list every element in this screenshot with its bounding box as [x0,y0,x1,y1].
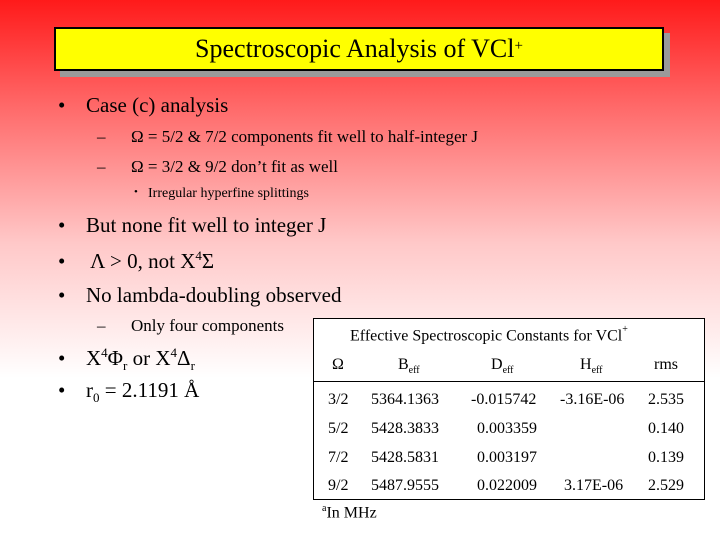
table-title-superscript: + [622,324,628,335]
bullet-text: Case (c) analysis [86,93,229,117]
cell-omega: 5/2 [328,420,349,437]
cell-rms: 0.140 [648,420,684,437]
cell-b-eff: 5487.9555 [371,477,439,494]
cell-d-eff: -0.015742 [471,391,537,408]
cell-b-eff: 5364.1363 [371,391,439,408]
or-text: or X [127,346,171,370]
cell-h-eff: 3.17E-06 [564,477,624,494]
bullet-marker: • [58,93,66,117]
header-rms: rms [654,356,678,373]
header-h-eff: $H_{eff}$ [580,356,603,377]
table-header-rule [314,381,704,382]
dash-marker: – [97,157,106,176]
cell-b-eff: 5428.5831 [371,449,439,466]
sigma-text: Σ [201,249,215,273]
bullet-text: No lambda-doubling observed [86,283,342,307]
subsubbullet-hyperfine [134,186,309,202]
bullet-text: Λ > 0, not X [86,249,196,273]
superscript: 4 [170,345,178,360]
header-d-eff: $D_{eff}$ [491,356,514,377]
x-text: X [86,346,102,370]
dash-marker: – [97,316,106,335]
bullet-lambda [58,248,214,274]
table-title-text: Effective Spectroscopic Constants for VCl [350,327,623,345]
subbullet-text: Ω = 5/2 & 7/2 components fit well to half-integer J [131,127,479,146]
r-text: r [86,378,93,402]
bullet-integer-j [58,213,326,238]
cell-b-eff: 5428.3833 [371,420,439,437]
footnote-text: In MHz [326,504,377,522]
header-b-eff: $B_{eff}$ [398,356,420,377]
bullet-marker: • [58,378,66,402]
bullet-marker: • [58,346,66,370]
cell-rms: 2.535 [648,391,684,408]
subsubbullet-text: Irregular hyperfine splittings [148,186,309,201]
table-title [350,326,628,345]
delta-text: Δ [177,346,191,370]
bullet-bond-length [58,378,199,406]
cell-d-eff: 0.003197 [477,449,537,466]
cell-omega: 9/2 [328,477,349,494]
bullet-marker: • [58,283,66,307]
value-text: = 2.1191 Å [99,378,200,402]
bullet-lambda-doubling [58,283,341,308]
subbullet-half-integer [97,127,478,147]
bullet-case-c [58,93,228,118]
cell-omega: 3/2 [328,391,349,408]
slide-title [54,27,664,71]
subbullet-not-as-well [97,157,338,177]
bullet-text: But none fit well to integer J [86,213,327,237]
superscript: 4 [101,345,108,360]
cell-d-eff: 0.003359 [477,420,537,437]
table-footnote [322,503,377,522]
constants-table [313,318,705,500]
cell-rms: 0.139 [648,449,684,466]
bullet-marker: • [58,213,66,237]
title-text: Spectroscopic Analysis of VCl [195,34,515,63]
cell-h-eff: -3.16E-06 [560,391,625,408]
dot-marker: • [134,186,138,198]
bullet-marker: • [58,249,66,273]
subscript: r [190,358,195,374]
bullet-ground-state [58,345,195,374]
subbullet-four-components [97,316,284,336]
cell-d-eff: 0.022009 [477,477,537,494]
subscript: 0 [93,390,100,406]
subbullet-text: Only four components [131,316,284,335]
title-superscript: + [514,37,523,54]
superscript: 4 [195,248,202,263]
subscript: r [123,358,128,374]
footnote-marker: a [322,503,327,514]
subbullet-text: Ω = 3/2 & 9/2 don’t fit as well [131,157,339,176]
header-omega: Ω [332,356,344,373]
dash-marker: – [97,127,106,146]
phi-text: Φ [107,346,124,370]
cell-omega: 7/2 [328,449,349,466]
cell-rms: 2.529 [648,477,684,494]
